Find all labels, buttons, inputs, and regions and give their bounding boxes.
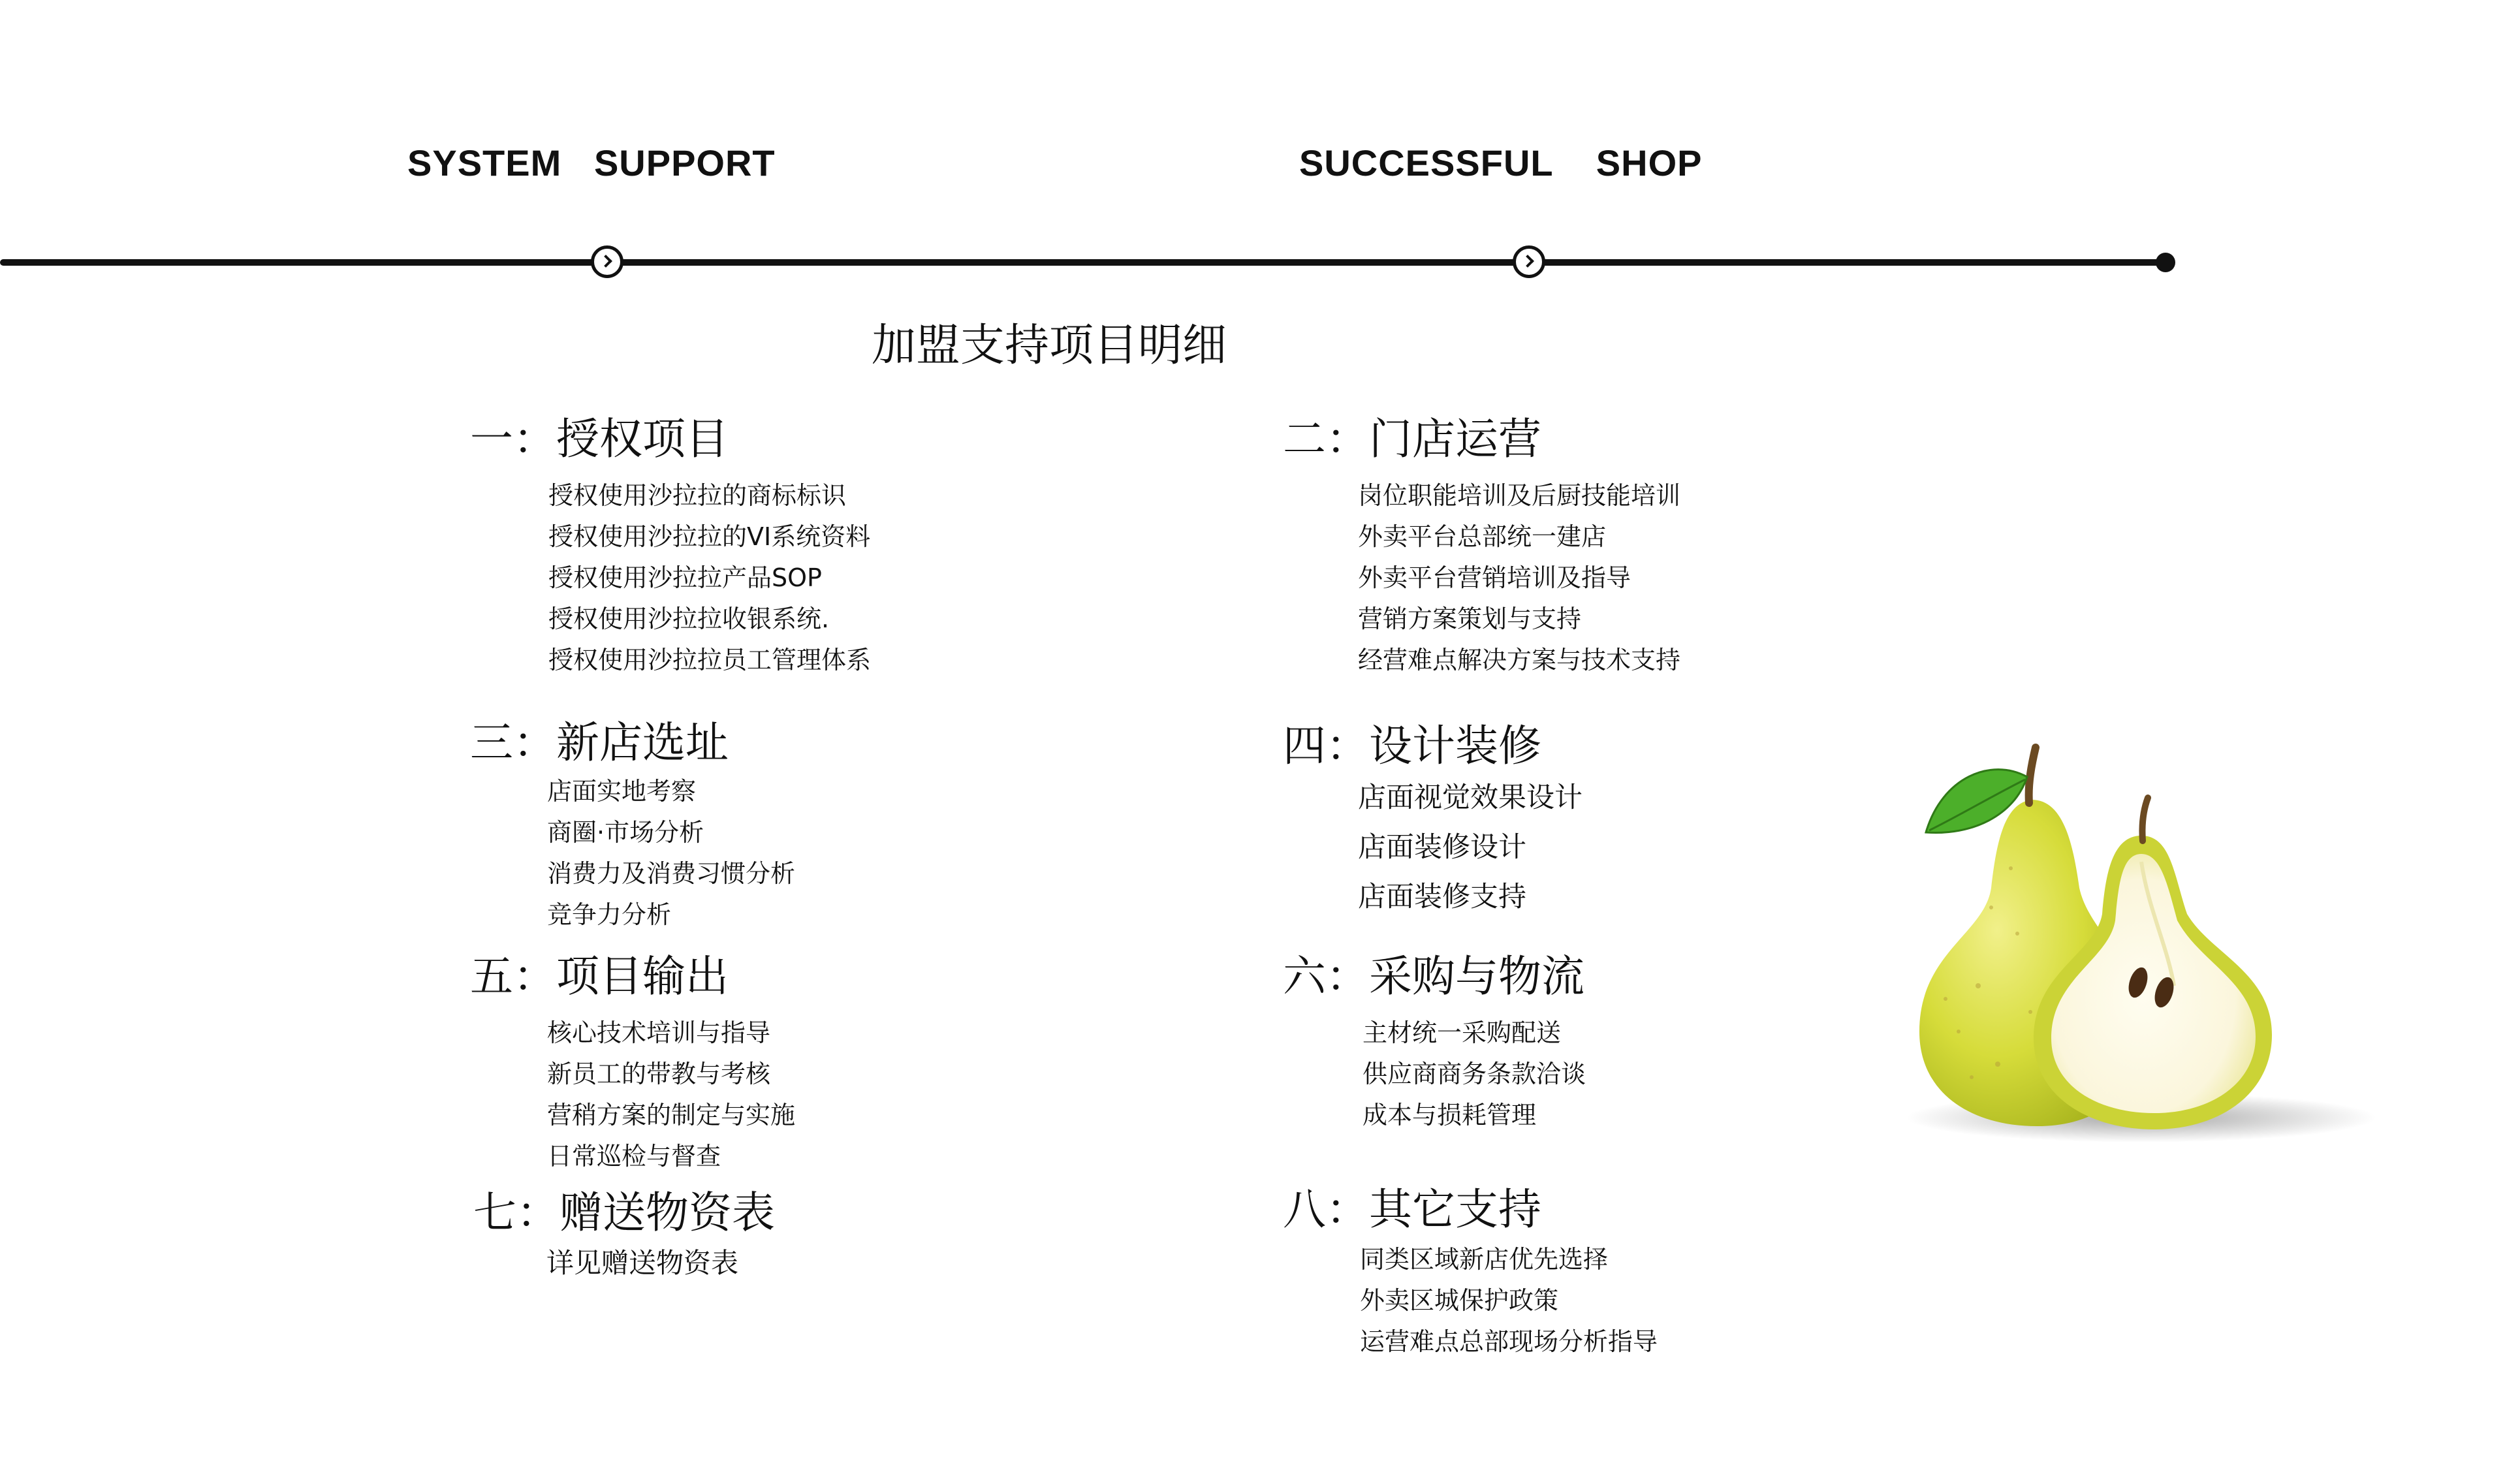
section-item-list: [1362, 1013, 1586, 1136]
section-item-list: [1360, 1239, 1658, 1362]
list-item: 主材统一采购配送: [1362, 1018, 1562, 1047]
section-item-list: [1358, 773, 1583, 922]
section-other-support: [1283, 1184, 1658, 1362]
section-item-list: [548, 475, 871, 681]
half-pear-stem: [2142, 798, 2148, 841]
page-title: 加盟支持项目明细: [872, 320, 1227, 371]
system-support-label: SYSTEM SUPPORT: [407, 142, 776, 183]
list-item: 授权使用沙拉拉收银系统.: [548, 605, 830, 633]
list-item: 外卖平台营销培训及指导: [1358, 563, 1631, 592]
list-item: 授权使用沙拉拉的商标标识: [548, 481, 847, 510]
list-item: 成本与损耗管理: [1362, 1101, 1537, 1129]
section-gift-materials: [473, 1188, 775, 1283]
section-heading: 二：门店运营: [1283, 414, 1541, 464]
pear-stem: [2029, 748, 2036, 803]
timeline-line: [0, 259, 2169, 266]
successful-shop-label: SUCCESSFUL SHOP: [1299, 142, 1703, 183]
list-item: 日常巡检与督查: [547, 1142, 721, 1171]
list-item: 外卖区城保护政策: [1360, 1286, 1559, 1315]
list-item: 运营难点总部现场分析指导: [1360, 1327, 1658, 1356]
section-heading: 八：其它支持: [1283, 1184, 1541, 1235]
list-item: 营稍方案的制定与实施: [547, 1101, 796, 1129]
section-item-list: [547, 771, 795, 936]
list-item: 竞争力分析: [547, 900, 672, 929]
section-item-list: [1358, 475, 1680, 681]
list-item: 岗位职能培训及后厨技能培训: [1358, 481, 1681, 510]
list-item: 消费力及消费习惯分析: [547, 859, 796, 888]
half-pear-flesh: [2051, 854, 2256, 1113]
list-item: 店面视觉效果设计: [1358, 781, 1583, 814]
list-item: 店面装修支持: [1358, 881, 1526, 913]
section-item-list: [547, 1013, 795, 1177]
list-item: 详见赠送物资表: [546, 1247, 739, 1279]
list-item: 核心技术培训与指导: [547, 1018, 771, 1047]
timeline-end-dot: [2156, 253, 2175, 272]
timeline-arrow-icon: [591, 245, 623, 278]
section-heading: 六：采购与物流: [1283, 951, 1584, 1001]
list-item: 店面实地考察: [547, 777, 697, 806]
section-project-output: [470, 951, 796, 1177]
list-item: 商圈·市场分析: [547, 818, 704, 847]
section-item-list: [546, 1242, 775, 1283]
section-heading: 七：赠送物资表: [473, 1188, 775, 1238]
list-item: 新员工的带教与考核: [547, 1060, 771, 1088]
list-item: 同类区域新店优先选择: [1360, 1245, 1609, 1274]
list-item: 授权使用沙拉拉员工管理体系: [548, 646, 872, 674]
list-item: 营销方案策划与支持: [1358, 605, 1582, 633]
section-heading: 一：授权项目: [470, 414, 729, 464]
section-authorization: [470, 414, 872, 681]
list-item: 店面装修设计: [1358, 831, 1526, 864]
timeline-arrow-icon: [1513, 245, 1545, 278]
list-item: 供应商商务条款洽谈: [1362, 1060, 1586, 1088]
section-procurement-logistics: [1283, 951, 1586, 1136]
section-store-operation: [1283, 414, 1681, 681]
list-item: 经营难点解决方案与技术支持: [1358, 646, 1681, 674]
section-site-selection: [470, 717, 796, 936]
list-item: 外卖平台总部统一建店: [1358, 522, 1607, 551]
section-heading: 四：设计装修: [1283, 721, 1541, 771]
list-item: 授权使用沙拉拉的VI系统资料: [548, 522, 871, 551]
list-item: 授权使用沙拉拉产品SOP: [548, 563, 822, 592]
section-heading: 五：项目输出: [470, 951, 729, 1001]
section-heading: 三：新店选址: [470, 717, 729, 768]
pear-illustration: [1880, 738, 2402, 1156]
section-design-decoration: [1283, 721, 1583, 922]
